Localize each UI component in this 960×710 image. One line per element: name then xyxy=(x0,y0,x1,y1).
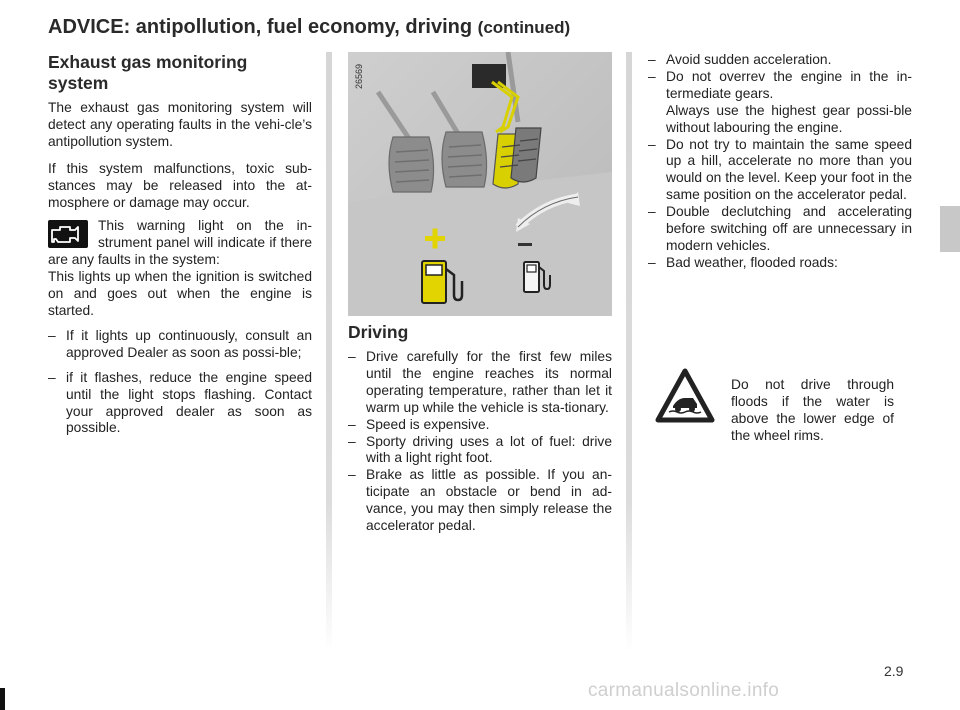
illustration-code: 26569 xyxy=(354,63,364,89)
page-title-main: ADVICE: antipollution, fuel economy, driving xyxy=(48,16,473,38)
list-item: – Speed is expensive. xyxy=(348,417,612,434)
list-item-text: Avoid sudden acceleration. xyxy=(666,52,832,67)
chapter-tab xyxy=(940,206,960,252)
list-item: – if it flashes, reduce the engine speed until the light stops flashing. Contact your approved dealer as soon as possible. xyxy=(48,369,312,436)
section-heading-driving: Driving xyxy=(348,322,409,342)
page-title-suffix: (continued) xyxy=(477,18,571,37)
paragraph-warning-light: This warning light on the in-strument panel will indicate if there are any faults in the system: xyxy=(48,218,312,268)
list-item: – Do not overrev the engine in the in-termediate gears. xyxy=(648,68,912,101)
pedals-illustration xyxy=(348,52,612,316)
paragraph-exhaust-intro: The exhaust gas monitoring system will detect any operating faults in the vehi-cle’s antipollution system. xyxy=(48,100,312,149)
page-title xyxy=(48,16,570,39)
list-item-note: Always use the highest gear possi-ble without labouring the engine. xyxy=(666,102,912,135)
list-item-text: Speed is expensive. xyxy=(366,416,490,432)
column-exhaust xyxy=(48,52,312,437)
column-divider-right xyxy=(626,52,632,652)
list-item-text: If it lights up continuously, consult an approved Dealer as soon as possi-ble; xyxy=(66,327,312,360)
column-advice xyxy=(648,52,912,272)
list-item: – Do not try to maintain the same speed up a hill, accelerate no more than you would on the level. Keep your foot in the same position on the accelerator pedal. xyxy=(648,136,912,203)
page-number: 2.9 xyxy=(884,663,904,679)
list-item: – Avoid sudden acceleration. xyxy=(648,52,912,69)
list-item-text: if it flashes, reduce the engine speed until the light stops flashing. Contact your approved dealer as soon as possible. xyxy=(66,369,312,436)
list-item-text: Do not try to maintain the same speed up a hill, accelerate no more than you would on the level. Keep your foot in the same position on the accelerator pedal. xyxy=(666,136,912,203)
list-item: – Brake as little as possible. If you an-ticipate an obstacle or bend in ad-vance, you may then simply release the accelerator pedal. xyxy=(348,467,612,534)
list-item-text: Sporty driving uses a lot of fuel: drive with a light right foot. xyxy=(366,433,612,466)
crop-mark xyxy=(0,688,5,710)
fuel-pump-icon xyxy=(522,260,552,294)
list-item: – If it lights up continuously, consult an approved Dealer as soon as possi-ble; xyxy=(48,327,312,360)
list-item-text: Do not overrev the engine in the in-termediate gears. xyxy=(666,68,912,101)
section-heading-exhaust: Exhaust gas monitoring system xyxy=(48,52,248,93)
warning-light-block xyxy=(48,218,312,319)
list-item: – Bad weather, flooded roads: xyxy=(648,255,912,272)
column-driving xyxy=(348,322,612,535)
warning-triangle-icon xyxy=(655,368,715,424)
list-item-text: Bad weather, flooded roads: xyxy=(666,254,838,270)
list-item: – Sporty driving uses a lot of fuel: drive with a light right foot. xyxy=(348,433,612,466)
list-item: – Double declutching and accelerating before switching off are unnecessary in modern vehicles. xyxy=(648,204,912,253)
fuel-pump-icon xyxy=(420,259,466,305)
list-item-text: Brake as little as possible. If you an-ticipate an obstacle or bend in ad-vance, you may then simply release the accelerator pedal. xyxy=(366,467,612,534)
warning-text: Do not drive through floods if the water is above the lower edge of the wheel rims. xyxy=(731,377,894,443)
watermark: carmanualsonline.info xyxy=(588,680,780,701)
paragraph-exhaust-malfunction: If this system malfunctions, toxic sub-stances may be released into the at-mosphere or damage may occur. xyxy=(48,160,312,210)
list-item-text: Drive carefully for the first few miles until the engine reaches its normal operating temperature, rather than let it warm up while the vehicle is sta-tionary. xyxy=(366,349,612,415)
list-item: – Drive carefully for the first few miles until the engine reaches its normal operating temperature, rather than let it warm up while the vehicle is sta-tionary. xyxy=(348,349,612,415)
paragraph-lights-up: This lights up when the ignition is switched on and goes out when the engine is started. xyxy=(48,269,312,318)
list-item-text: Double declutching and accelerating before switching off are unnecessary in modern vehicles. xyxy=(666,204,912,253)
column-divider-left xyxy=(326,52,332,652)
engine-icon xyxy=(48,220,88,248)
